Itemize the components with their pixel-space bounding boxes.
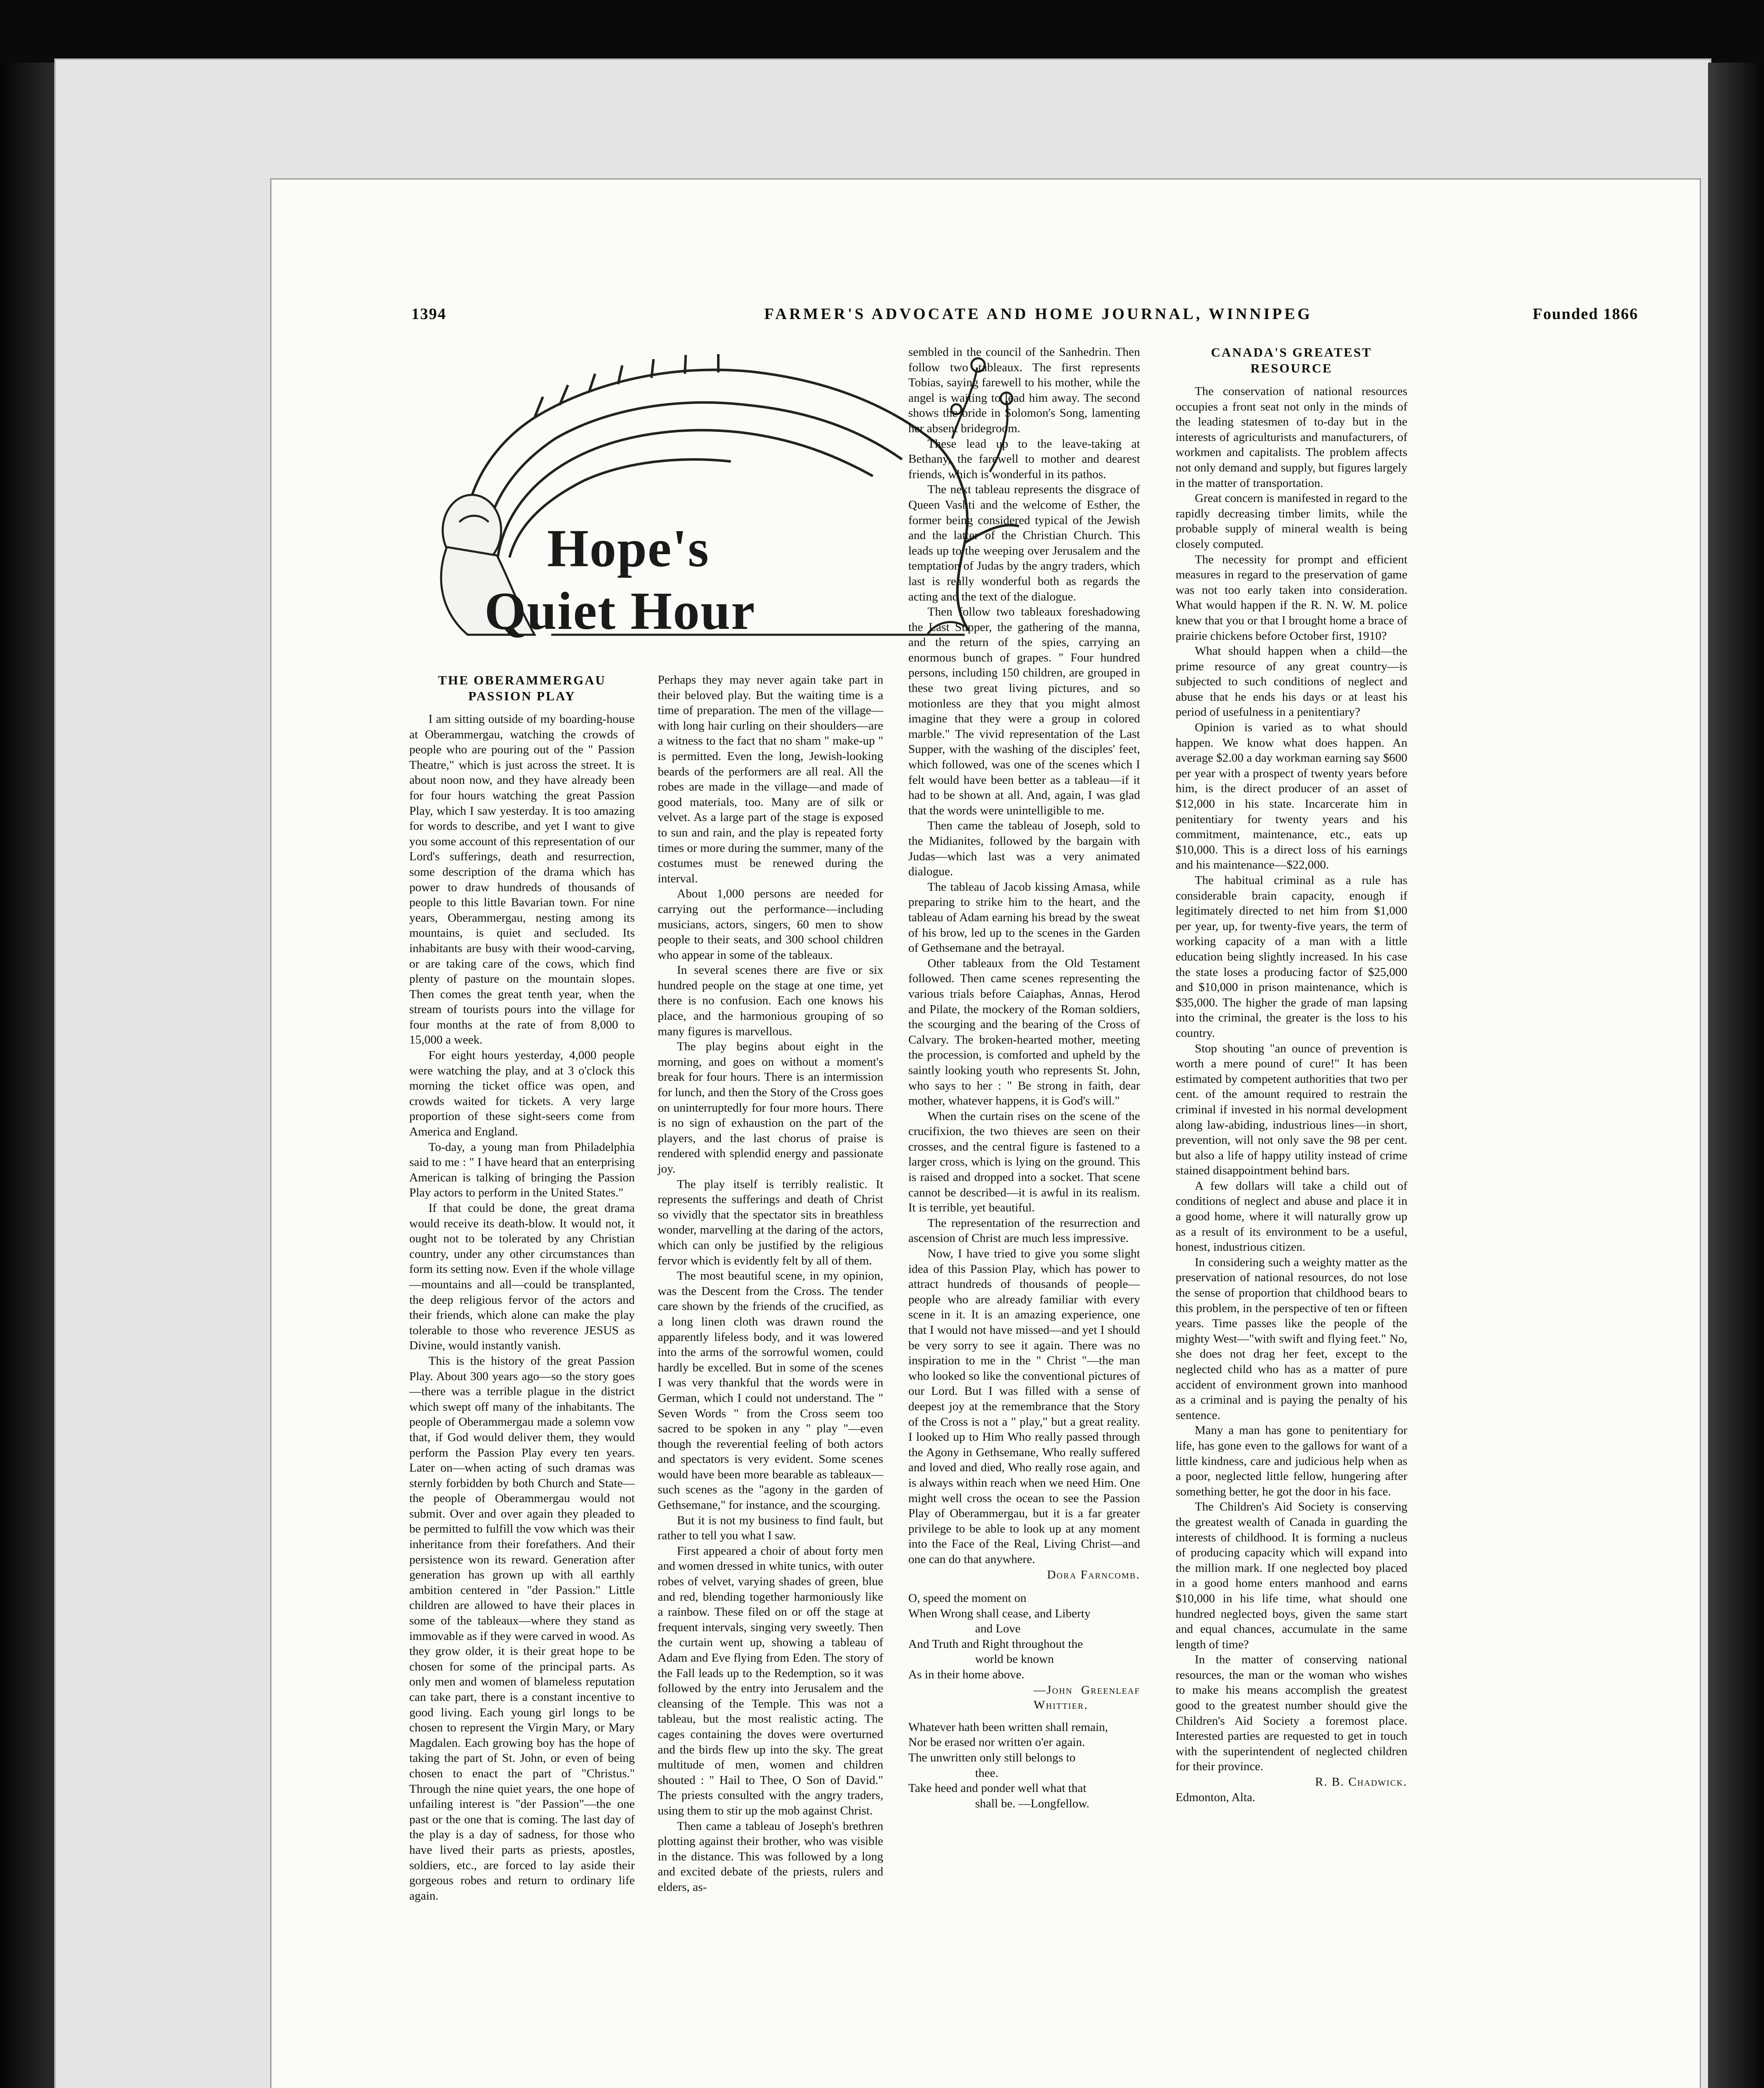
hopes-title-line1: Hope's [547,519,710,578]
column-4 [1176,345,1407,1805]
whittier-poem [908,1591,1140,1713]
col3-paragraph: Then came the tableau of Joseph, sold to the Midianites, followed by the bargain with Judas—which last was a very animated dialogue. [908,819,1140,879]
poem-line: Nor be erased nor written o'er again. [908,1736,1085,1749]
col4-paragraph: The conservation of national resources occupies a front seat not only in the minds of the leading statesmen of to-day but in the interests of agriculturists and manufacturers, of workmen and capitalists. The problem affects not only demand and supply, but figures largely in the matter of transportation. [1176,385,1407,490]
col1-paragraph: If that could be done, the great drama would receive its death-blow. It would not, it ought not to be tolerated by any Christian country, under any other circumstances than form its setting now. Even if the whole village—mountains and all—could be transplanted, the deep religious fervor of the actors and their friends, which alone can make the play tolerable to those who reverence JESUS as Divine, would instantly vanish. [409,1201,635,1353]
col2-paragraph: But it is not my business to find fault, but rather to tell you what I saw. [658,1513,883,1543]
col3-paragraph: The tableau of Jacob kissing Amasa, while preparing to strike him to the heart, and the tableau of Adam earning his bread by the sweat of his brow, led up to the scenes in the Garden of Gethsemane and the betrayal. [908,880,1140,955]
scan-top-shadow [0,0,1764,63]
col4-paragraph: In considering such a weighty matter as the preservation of national resources, do not lose the sense of proportion that childhood bears to this problem, in the perspective of ten or fifteen years. Time passes like the people of the mighty West—"with swift and flying feet." No, she does not drag her feet, except to the neglected child who has as a matter of pure accident of environment grown into manhood as a criminal and is paying the penalty of his sentence. [1176,1255,1407,1422]
col2-paragraph: Perhaps they may never again take part in their beloved play. But the waiting time is a time of preparation. The men of the village—with long hair curling on their shoulders—are a witness to the fact that no sham " make-up " is permitted. Even the long, Jewish-looking beards of the performers are all real. All the robes are made in the village—and made of good materials, too. Many are of silk or velvet. As a large part of the stage is exposed to sun and rain, and the play is repeated forty times or more during the summer, many of the costumes must be renewed during the interval. [658,673,883,885]
page-number: 1394 [411,305,446,323]
author-signature: Dora Farncomb. [1047,1568,1140,1581]
poem-credit: —John Greenleaf Whittier. [1034,1683,1140,1712]
col2-paragraph: About 1,000 persons are needed for carrying out the performance—including musicians, actors, singers, 60 men to show people to their seats, and 300 school children who appear in some of the tableaux. [658,887,883,962]
col4-paragraph: A few dollars will take a child out of conditions of neglect and abuse and place it in a good home, where it will naturally grow up as a result of its environment to be a useful, honest, industrious citizen. [1176,1179,1407,1254]
col4-paragraph: In the matter of conserving national resources, the man or the woman who wishes to make his means accomplish the greatest good to the greatest number should give the Children's Aid Society a foremost place. Interested parties are requested to get in touch with the superintendent of neglected children for their province. [1176,1653,1407,1774]
publication-title: FARMER'S ADVOCATE AND HOME JOURNAL, WINNIPEG [764,305,1313,323]
col4-paragraph: The necessity for prompt and efficient measures in regard to the preservation of game was not too early taken into consideration. What would happen if the R. N. W. M. police knew that you or that I brought home a brace of prairie chickens before October first, 1910? [1176,552,1407,643]
col4-paragraph: The Children's Aid Society is conserving the greatest wealth of Canada in guarding the interests of childhood. It is forming a nucleus of producing capacity which will expand into the million mark. If one neglected boy placed in a good home enters manhood and earns $10,000 in his life time, what should one hundred neglected boys, given the same start and equal chances, accumulate in the same length of time? [1176,1500,1407,1651]
poem-line: O, speed the moment on [908,1591,1026,1605]
col1-paragraph: This is the history of the great Passion Play. About 300 years ago—so the story goes—there was a terrible plague in the district which swept off many of the inhabitants. The people of Oberammergau made a solemn vow that, if God would deliver them, they would perform the Passion Play every ten years. Later on—when acting of such dramas was sternly forbidden by both Church and State—the people of Oberammergau would not submit. Over and over again they pleaded to be permitted to fulfill the vow which was their inheritance from their forefathers. And their persistence won its reward. Generation after generation has grown up with all earthly ambition centered in "der Passion." Little children are allowed to have their places in some of the tableaux—where they stand as immovable as if they were carved in wood. As they grow older, it is their great hope to be chosen for some of the principal parts. As only men and women of blameless reputation can take part, there is a constant incentive to good living. Each young girl longs to be chosen to represent the Virgin Mary, or Mary Magdalen. Each growing boy has the hope of taking the part of St. John, or even of being chosen to enact the part of "Christus." Through the nine quiet years, the one hope of unfailing interest is "der Passion"—the one past or the one that is coming. The last day of the play is a day of sadness, for those who have lived their parts as priests, apostles, soldiers, etc., are forced to lay aside their gorgeous robes and return to ordinary life again. [409,1354,635,1903]
author-place: Edmonton, Alta. [1176,1790,1255,1804]
col1-paragraph: To-day, a young man from Philadelphia said to me : " I have heard that an enterprising American is talking of bringing the Passion Play actors to perform in the United States." [409,1140,635,1200]
newspaper-page [271,180,1700,2088]
col4-paragraph: The habitual criminal as a rule has considerable brain capacity, enough if legitimately directed to net him from $1,000 per year, up, for twenty-five years, the term of working capacity of a man with a little education being slightly increased. In his case the state loses a producing factor of $25,000 and $10,000 in prison maintenance, which is $35,000. The higher the grade of man lapsing into the criminal, the greater is the loss to his country. [1176,874,1407,1040]
longfellow-poem [908,1720,1140,1812]
column-1 [409,672,635,1903]
col3-paragraph: Other tableaux from the Old Testament followed. Then came scenes representing the various trials before Caiaphas, Annas, Herod and Pilate, the mockery of the Roman soldiers, the scourging and the bearing of the Cross of Calvary. The broken-hearted mother, meeting the procession, is comforted and upheld by the saintly looking youth who represents St. John, who says to her : " Be strong in faith, dear mother, whatever happens, it is God's will." [908,956,1140,1108]
col2-paragraph: First appeared a choir of about forty men and women dressed in white tunics, with outer robes of velvet, varying shades of green, blue and red, blending together harmoniously like a rainbow. These filed on or off the stage at frequent intervals, singing very sweetly. Then the curtain went up, showing a tableau of Adam and Eve flying from Eden. The story of the Fall leads up to the Redemption, so it was followed by the entry into Jerusalem and the cleansing of the Temple. This was not a tableau, but the most realistic acting. The cages containing the doves were overturned and the birds flew up into the sky. The great multitude of men, women and children shouted : " Hail to Thee, O Son of David." The priests consulted with the angry traders, using them to stir up the mob against Christ. [658,1544,883,1817]
col4-paragraph: What should happen when a child—the prime resource of any great country—is subjected to such conditions of neglect and abuse that he ends his days or at least his period of usefulness in a penitentiary? [1176,644,1407,719]
poem-line: The unwritten only still belongs to [908,1751,1076,1765]
col1-paragraph: For eight hours yesterday, 4,000 people were watching the play, and at 3 o'clock this morning the ticket office was open, and crowds waited for tickets. A very large proportion of these sight-seers come from America and England. [409,1049,635,1139]
poem-line: When Wrong shall cease, and Liberty [908,1607,1091,1620]
poem-line: world be known [975,1652,1054,1666]
column-2 [658,672,883,1895]
poem-line: And Truth and Right throughout the [908,1637,1083,1651]
poem-line: and Love [975,1622,1021,1636]
col2-paragraph: The play begins about eight in the morning, and goes on without a moment's break for four hours. There is an intermission for lunch, and then the Story of the Cross goes on uninterruptedly for four more hours. There is no sign of exhaustion on the part of the players, and the last chorus of praise is rendered with splendid energy and passionate joy. [658,1040,883,1176]
col3-paragraph: sembled in the council of the Sanhedrin. Then follow two tableaux. The first represents Tobias, saying farewell to his mother, while the angel is waiting to lead him away. The second shows the bride in Solomon's Song, lamenting her absent bridegroom. [908,345,1140,435]
poem-line: Whatever hath been written shall remain, [908,1720,1108,1734]
founded-line: Founded 1866 [1533,305,1639,323]
col4-paragraph: Great concern is manifested in regard to the rapidly decreasing timber limits, while the probable supply of mineral wealth is being closely computed. [1176,492,1407,551]
hopes-title-line2: Quiet Hour [484,581,756,641]
col4-paragraph: Opinion is varied as to what should happen. We know what does happen. An average $2.00 a day workman earning say $600 per year with a prospect of twenty years before him, is the direct producer of an asset of $12,000 in his state. Incarcerate him in penitentiary for twenty years and his commitment, maintenance, etc., eats up $10,000. This is a direct loss of his earnings and his maintenance—$22,000. [1176,721,1407,872]
col3-paragraph: When the curtain rises on the scene of the crucifixion, the two thieves are seen on their crosses, and the central figure is fastened to a larger cross, which is lying on the ground. This is raised and dropped into a socket. That scene cannot be described—it is awful in its realism. It is terrible, yet beautiful. [908,1109,1140,1215]
col1-paragraph: I am sitting outside of my boarding-house at Oberammergau, watching the crowds of people who are pouring out of the " Passion Theatre," which is just across the street. It is about noon now, and they have already been for four hours watching the great Passion Play, which I saw yesterday. It is too amazing for words to describe, and yet I want to give you some account of this representation of our Lord's sufferings, death and resurrection, some description of the drama which has power to draw hundreds of thousands of people to this little Bavarian town. For nine years, Oberammergau, nesting among its mountains, is quiet and secluded. Its inhabitants are busy with their wood-carving, or are taking care of the cows, which find plenty of pasture on the mountain slopes. Then comes the great tenth year, when the stream of tourists pours into the village for four months at the rate of from 8,000 to 15,000 a week. [409,712,635,1047]
col3-paragraph: Then follow two tableaux foreshadowing the Last Supper, the gathering of the manna, and the return of the spies, carrying an enormous bunch of grapes. " Four hundred persons, including 150 children, are grouped in these two great living pictures, and so motionless are they that you might almost imagine that they were a group in colored marble." The vivid representation of the Last Supper, with the washing of the disciples' feet, which followed, was one of the scenes which I felt would have been better as a tableau—if it had to be shown at all. And, again, I was glad that the words were unintelligible to me. [908,605,1140,817]
col2-paragraph: Then came a tableau of Joseph's brethren plotting against their brother, who was visible in the distance. This was followed by a long and excited debate of the priests, rulers and elders, as- [658,1819,883,1894]
col2-paragraph: The play itself is terribly realistic. It represents the sufferings and death of Christ so vividly that the spectator sits in breathless wonder, marvelling at the daring of the actors, which can only be justified by the religious fervor which is evidently felt by all of them. [658,1177,883,1267]
scan-right-edge [1708,63,1764,2088]
col2-paragraph: The most beautiful scene, in my opinion, was the Descent from the Cross. The tender care shown by the friends of the crucified, as a long linen cloth was drawn round the apparently lifeless body, and it was lowered into the arms of the sorrowful women, could hardly be excelled. But in some of the scenes I was very thankful that the words were in German, which I could not understand. The " Seven Words " from the Cross seem too sacred to be spoken in any " play "—even though the reverential feeling of both actors and spectators is very evident. Some scenes would have been more bearable as tableaux—such scenes as the "agony in the garden of Gethsemane," for instance, and the scourging. [658,1269,883,1512]
oberammergau-heading: THE OBERAMMERGAU PASSION PLAY [438,673,606,703]
page-header [271,305,1700,330]
poem-line: Take heed and ponder well what that [908,1781,1087,1795]
col4-paragraph: Stop shouting "an ounce of prevention is worth a mere pound of cure!" It has been estimated by competent authorities that two per cent. of the amount required to restrain the criminal if invested in his normal development along law-abiding, industrious lines—in short, prevention, will not only save the 98 per cent. but also a life of happy utility instead of crime stained disappointment behind bars. [1176,1041,1407,1178]
poem-line: thee. [975,1766,999,1780]
col3-paragraph: These lead up to the leave-taking at Bethany, the farewell to mother and dearest friends, which is wonderful in its pathos. [908,437,1140,481]
column-3 [908,345,1140,1811]
col2-paragraph: In several scenes there are five or six hundred people on the stage at one time, yet there is no confusion. Each one knows his place, and the harmonious grouping of so many figures is marvellous. [658,963,883,1038]
col3-paragraph: The representation of the resurrection and ascension of Christ are much less impressive. [908,1216,1140,1245]
author-signature: R. B. Chadwick. [1315,1775,1407,1789]
greatest-resource-heading: CANADA'S GREATEST RESOURCE [1211,345,1372,375]
poem-line: As in their home above. [908,1668,1024,1682]
poem-line: shall be. —Longfellow. [975,1797,1090,1810]
col4-paragraph: Many a man has gone to penitentiary for life, has gone even to the gallows for want of a little kindness, care and judicious help when as a poor, neglected little fellow, hungering after something better, he got the door in his face. [1176,1424,1407,1498]
col3-paragraph: The next tableau represents the disgrace of Queen Vashti and the welcome of Esther, the former being considered typical of the Jewish and the latter of the Christian Church. This leads up to the weeping over Jerusalem and the temptation of Judas by the angry traders, which last is really wonderful both as regards the acting and the text of the dialogue. [908,483,1140,603]
col3-paragraph: Now, I have tried to give you some slight idea of this Passion Play, which has power to attract hundreds of thousands of people—people who are already familiar with every scene in it. It is an amazing experience, one that I would not have missed—and yet I should be very sorry to see it again. There was no inspiration to me in the " Christ "—the man who looked so like the conventional pictures of our Lord. But I was filled with a sense of deepest joy at the remembrance that the Story of the Cross is not a " play," but a great reality. I looked up to Him Who really passed through the Agony in Gethsemane, Who really suffered and loved and died, Who really rose again, and is always within reach when we need Him. One might well cross the ocean to see the Passion Play of Oberammergau, but it is a far greater privilege to be able to look up at any moment into the Face of the Real, Living Christ—and one can do that anywhere. [908,1247,1140,1566]
